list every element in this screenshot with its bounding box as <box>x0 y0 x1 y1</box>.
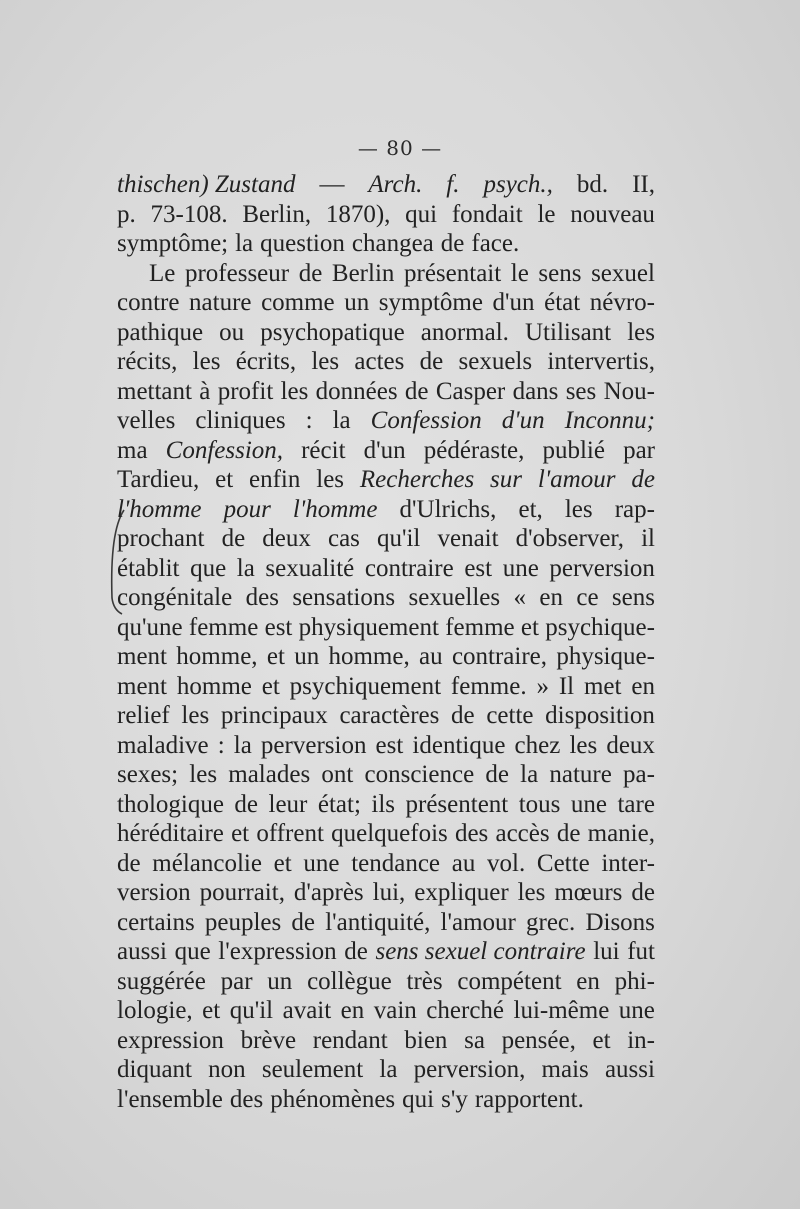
word: Disons <box>585 908 655 936</box>
word: expression <box>117 1026 224 1054</box>
word: contre <box>117 289 180 316</box>
word: Confession <box>370 407 482 434</box>
text-line <box>117 878 655 908</box>
word: inter- <box>601 849 655 877</box>
word: homme, <box>328 643 410 670</box>
word: en <box>631 672 655 700</box>
text-line <box>117 347 655 377</box>
word: femme <box>188 613 259 641</box>
body-text <box>117 170 655 1114</box>
word: thischen) Zustand <box>117 171 296 198</box>
word: sexualité <box>265 554 355 582</box>
word: Arch. <box>368 171 423 198</box>
word: présentait <box>404 259 502 287</box>
word: de <box>631 466 655 493</box>
word: une <box>502 554 539 582</box>
word: actes <box>354 348 405 375</box>
word: fut <box>627 938 655 965</box>
word: psychopatique <box>260 318 405 346</box>
word: de <box>344 938 368 965</box>
word: à <box>199 377 211 405</box>
word: physiquement <box>298 613 439 641</box>
word: ment <box>117 643 167 670</box>
word: sexuelles <box>408 584 501 611</box>
word: version <box>117 879 191 906</box>
word: publié <box>542 436 605 464</box>
word: accès <box>495 820 550 847</box>
word: contraire, <box>451 643 548 670</box>
word: lui, <box>372 879 406 906</box>
word: et, <box>518 495 543 523</box>
word: ont <box>321 761 354 788</box>
word: de <box>234 790 259 818</box>
word: principaux <box>220 702 328 729</box>
word: en <box>576 967 600 995</box>
word: 1870), <box>325 200 391 228</box>
word: qu'une <box>117 613 183 641</box>
word: nature <box>189 289 252 316</box>
word: Confession, <box>165 436 284 464</box>
word: Tardieu, <box>117 466 200 493</box>
word: la <box>520 761 539 788</box>
word: offrent <box>256 820 324 847</box>
word: expliquer <box>414 879 509 906</box>
word: ils <box>371 790 396 818</box>
text-line <box>117 524 655 554</box>
word: en <box>539 584 563 611</box>
word: Inconnu; <box>564 407 655 434</box>
word: physique- <box>556 643 655 670</box>
word: in- <box>627 1026 655 1054</box>
word: mélancolie <box>152 849 262 877</box>
word: Le <box>149 259 176 287</box>
word: disposition <box>545 702 655 729</box>
word: phénomènes <box>270 1085 396 1113</box>
word: d'un <box>492 289 535 316</box>
word: les <box>627 318 655 346</box>
word: les <box>192 348 221 375</box>
word: suggérée <box>117 967 206 995</box>
word: des <box>245 584 279 611</box>
word: identique <box>412 731 506 759</box>
word: sensations <box>292 584 396 611</box>
word: maladive <box>117 731 209 759</box>
word: d'après <box>293 879 364 906</box>
word: par <box>623 436 655 464</box>
word: congénitale <box>117 584 233 611</box>
word: certains <box>117 908 195 936</box>
word: de <box>440 230 465 257</box>
word: relief <box>117 702 170 729</box>
word: pathique <box>117 318 204 346</box>
word: symptôme; <box>117 230 229 257</box>
text-line <box>117 613 655 643</box>
text-line <box>117 200 655 230</box>
word: en <box>340 997 365 1024</box>
word: l'expression <box>218 938 337 965</box>
word: peuples <box>204 908 282 936</box>
word: — <box>319 171 345 198</box>
word: psychiquement <box>289 672 442 700</box>
text-line <box>117 554 655 584</box>
word: et <box>231 820 250 847</box>
word: : <box>217 731 225 759</box>
word: présentent <box>405 790 509 818</box>
text-line <box>117 583 655 613</box>
word: psychique- <box>545 613 655 641</box>
word: bien <box>404 1026 448 1054</box>
word: données <box>315 377 398 405</box>
word: pédéraste, <box>423 436 525 464</box>
text-line <box>117 1055 655 1085</box>
word: est <box>464 554 493 582</box>
word: les <box>316 466 345 493</box>
word: de <box>221 525 246 552</box>
word: établit <box>117 554 180 582</box>
word: état <box>544 289 581 316</box>
word: l'amour <box>440 908 516 936</box>
text-line <box>117 288 655 318</box>
word: de <box>419 348 444 375</box>
word: les <box>181 702 210 729</box>
word: un <box>267 967 293 995</box>
word: cliniques <box>195 407 286 434</box>
word: met <box>583 672 622 700</box>
word: cette <box>486 702 534 729</box>
word: et <box>273 849 292 877</box>
text-line <box>117 672 655 702</box>
word: sexuels <box>458 348 533 375</box>
word: les <box>189 761 218 788</box>
word: ses <box>565 377 597 405</box>
word: chez <box>514 731 561 759</box>
text-line <box>117 849 655 879</box>
word: au <box>419 643 443 670</box>
word: et <box>215 466 234 493</box>
word: des <box>229 1085 264 1113</box>
word: et <box>266 643 285 670</box>
word: dans <box>512 377 559 405</box>
word: homme, <box>176 643 258 670</box>
text-line <box>117 436 655 466</box>
word: sens sexuel contraire <box>375 938 586 965</box>
word: mais <box>541 1056 589 1083</box>
text-line <box>117 967 655 997</box>
word: sa <box>464 1026 485 1054</box>
word: et <box>592 1026 611 1054</box>
text-line <box>117 377 655 407</box>
word: le <box>510 259 529 287</box>
word: changea <box>351 230 434 257</box>
word: les <box>311 348 340 375</box>
word: le <box>537 200 556 228</box>
word: prochant <box>117 525 205 552</box>
word: s'y <box>441 1085 468 1113</box>
word: sens <box>611 584 655 611</box>
word: sur <box>490 466 523 493</box>
word: tendance <box>351 849 441 877</box>
word: question <box>260 230 345 257</box>
word: Recherches <box>359 466 475 493</box>
word: professeur <box>184 259 290 287</box>
word: une <box>618 997 655 1024</box>
word: comme <box>261 289 335 316</box>
text-line <box>117 318 655 348</box>
word: la <box>236 554 255 582</box>
text-line <box>117 495 655 525</box>
word: l'homme <box>292 495 378 523</box>
word: sens <box>538 259 582 287</box>
word: sexuel <box>591 259 655 287</box>
word: » <box>536 672 549 700</box>
text-line <box>117 760 655 790</box>
word: pensée, <box>501 1026 576 1054</box>
word: manie, <box>587 820 655 847</box>
word: que <box>174 938 211 965</box>
word: au <box>451 849 476 877</box>
word: fondait <box>451 200 523 228</box>
word: les <box>569 731 598 759</box>
word: l'amour <box>537 466 616 493</box>
word: Casper <box>435 377 506 405</box>
text-line <box>117 465 655 495</box>
word: qu'il <box>376 525 421 552</box>
word: de <box>485 761 509 788</box>
word: écrits, <box>235 348 297 375</box>
word: p. <box>117 200 136 228</box>
word: femme. <box>450 672 527 700</box>
word: par <box>220 967 253 995</box>
word: et <box>520 613 539 641</box>
text-line <box>117 259 655 289</box>
word: lui-même <box>513 997 610 1024</box>
word: état; <box>317 790 361 818</box>
word: grec. <box>526 908 576 936</box>
word: d'un <box>501 407 545 434</box>
word: f. <box>446 171 460 198</box>
word: enfin <box>249 466 301 493</box>
word: la <box>379 1056 398 1083</box>
word: ou <box>219 318 245 346</box>
word: diquant <box>117 1056 192 1083</box>
text-line <box>117 790 655 820</box>
word: de <box>291 908 316 936</box>
word: homme <box>176 672 252 700</box>
text-line <box>117 996 655 1026</box>
word: un <box>344 289 370 316</box>
word: l'homme <box>117 495 202 523</box>
word: névro- <box>589 289 655 316</box>
word: la <box>332 407 351 434</box>
word: psych., <box>483 171 553 198</box>
word: héréditaire <box>117 820 224 847</box>
word: deux <box>606 731 655 759</box>
word: ma <box>117 436 148 464</box>
word: pourrait, <box>199 879 285 906</box>
word: est <box>264 613 293 641</box>
text-line <box>117 229 655 259</box>
word: compétent <box>457 967 562 995</box>
text-line <box>117 1026 655 1056</box>
word: d'un <box>363 436 406 464</box>
word: : <box>305 407 313 434</box>
word: profit <box>217 377 274 405</box>
word: caractères <box>339 702 440 729</box>
word: mettant <box>117 377 192 405</box>
word: Cette <box>536 849 590 877</box>
word: d'observer, <box>515 525 624 552</box>
page-number: — 80 — <box>357 136 443 160</box>
word: d'Ulrichs, <box>399 495 497 523</box>
word: non <box>208 1056 246 1083</box>
word: face. <box>471 230 520 257</box>
word: aussi <box>117 938 167 965</box>
word: de <box>298 259 323 287</box>
word: leur <box>268 790 308 818</box>
word: de <box>404 377 429 405</box>
word: perversion <box>549 554 655 582</box>
word: ce <box>576 584 599 611</box>
word: et <box>202 997 221 1024</box>
word: vain <box>373 997 417 1024</box>
word: il <box>641 525 655 552</box>
word: très <box>406 967 443 995</box>
word: 73-108. <box>150 200 228 228</box>
word: l'ensemble <box>117 1085 223 1113</box>
word: rapportent. <box>474 1085 584 1113</box>
word: « <box>513 584 526 611</box>
word: que <box>190 554 227 582</box>
word: des <box>454 820 489 847</box>
word: phi- <box>614 967 655 995</box>
word: quelquefois <box>331 820 448 847</box>
word: vol. <box>487 849 526 877</box>
word: Nou- <box>603 377 655 405</box>
word: nouveau <box>570 200 655 228</box>
word: contraire <box>364 554 454 582</box>
text-line <box>117 701 655 731</box>
word: lologie, <box>117 997 193 1024</box>
word: pa- <box>623 761 655 788</box>
word: de <box>556 820 581 847</box>
word: une <box>570 790 607 818</box>
word: cas <box>327 525 360 552</box>
word: venait <box>437 525 499 552</box>
word: aussi <box>604 1056 655 1083</box>
word: nature <box>549 761 612 788</box>
word: intervertis, <box>547 348 655 375</box>
word: avait <box>282 997 332 1024</box>
word: Utilisant <box>525 318 612 346</box>
word: thologique <box>117 790 224 818</box>
word: de <box>631 879 655 906</box>
word: Il <box>558 672 575 700</box>
text-line <box>117 819 655 849</box>
word: de <box>451 702 475 729</box>
text-line <box>117 731 655 761</box>
word: la <box>233 731 252 759</box>
text-line <box>117 406 655 436</box>
word: Berlin, <box>242 200 312 228</box>
word: velles <box>117 407 176 434</box>
word: cherché <box>426 997 505 1024</box>
word: brève <box>240 1026 297 1054</box>
word: perversion <box>260 731 367 759</box>
word: bd. <box>576 171 609 198</box>
word: Berlin <box>331 259 395 287</box>
word: perversion, <box>413 1056 526 1083</box>
word: II, <box>632 171 655 198</box>
word: une <box>303 849 340 877</box>
word: la <box>235 230 254 257</box>
text-line <box>117 642 655 672</box>
word: deux <box>262 525 311 552</box>
word: rendant <box>312 1026 388 1054</box>
word: récits, <box>117 348 178 375</box>
word: femme <box>445 613 515 641</box>
text-line <box>117 908 655 938</box>
word: est <box>375 731 404 759</box>
word: et <box>261 672 280 700</box>
word: anormal. <box>420 318 509 346</box>
word: les <box>280 377 309 405</box>
word: ment <box>117 672 167 700</box>
word: collègue <box>307 967 392 995</box>
word: mœurs <box>554 879 623 906</box>
text-line <box>117 937 655 967</box>
word: tare <box>617 790 655 818</box>
word: lui <box>593 938 620 965</box>
text-line <box>117 1085 655 1115</box>
word: tous <box>518 790 561 818</box>
word: seulement <box>261 1056 364 1083</box>
text-line <box>117 170 655 200</box>
word: qu'il <box>229 997 274 1024</box>
word: conscience <box>364 761 475 788</box>
word: sexes; <box>117 761 179 788</box>
word: symptôme <box>378 289 483 316</box>
word: de <box>117 849 141 877</box>
word: les <box>564 495 593 523</box>
word: les <box>517 879 546 906</box>
word: récit <box>301 436 346 464</box>
word: un <box>294 643 320 670</box>
word: rap- <box>614 495 655 523</box>
word: pour <box>223 495 271 523</box>
word: l'antiquité, <box>325 908 431 936</box>
word: qui <box>402 1085 435 1113</box>
word: malades <box>228 761 311 788</box>
word: qui <box>405 200 438 228</box>
